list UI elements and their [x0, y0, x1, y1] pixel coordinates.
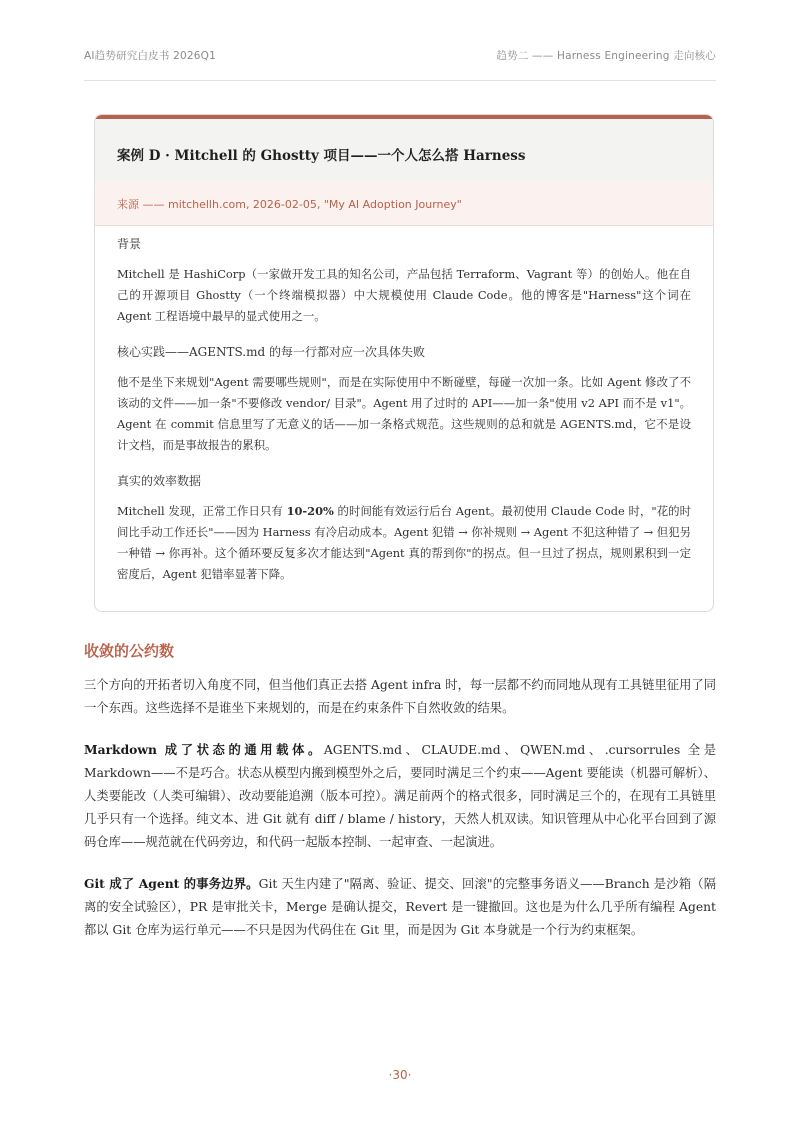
case-heading-efficiency: 真实的效率数据: [117, 474, 202, 488]
header-right-title: 趋势二 —— Harness Engineering 走向核心: [496, 50, 716, 62]
git-lead: Git 成了 Agent 的事务边界。: [84, 876, 259, 891]
case-text-efficiency: [117, 501, 691, 585]
markdown-text: AGENTS.md、CLAUDE.md、QWEN.md、.cursorrules 全是 Markdown——不是巧合。状态从模型内搬到模型外之后，要同时满足三个约束——Agent 要能读（机器可解析）、人类要能改（人类可编辑）、改动要能追溯（版本可控）。满足前两个的格式很多，同时满足三个的，在现有工具链里几乎只有一个选择。纯文本、进 Git 就有 diff / blame / history，天然人机双读。知识管理从中心化平台回到了源码仓库——规范就在代码旁边，和代码一起版本控制、一起审查、一起演进。: [84, 743, 716, 849]
page-number: ·30·: [388, 1068, 412, 1082]
case-body: [117, 235, 691, 601]
efficiency-percent: 10-20%: [286, 504, 334, 518]
git-paragraph: [84, 872, 716, 942]
case-study-box: [94, 114, 714, 612]
case-text-practice: 他不是坐下来规划"Agent 需要哪些规则"，而是在实际使用中不断碰壁，每碰一次加一条。比如 Agent 修改了不该动的文件——加一条"不要修改 vendor/ 目录"。Agent 用了过时的 API——加一条"使用 v2 API 而不是 v1"。Agent 在 commit 信息里写了无意义的话——加一条格式规范。这些规则的总和就是 AGENTS.md，它不是设计文档，而是事故报告的累积。: [117, 375, 691, 452]
main-content: [84, 674, 716, 960]
case-source-bar: [95, 181, 713, 226]
markdown-paragraph: [84, 738, 716, 854]
case-title-bar: [95, 119, 713, 182]
case-heading-background: 背景: [117, 237, 142, 251]
efficiency-text-after: 的时间能有效运行后台 Agent。最初使用 Claude Code 时，"花的时间比手动工作还长"——因为 Harness 有冷启动成本。Agent 犯错 → 你补规则 → Agent 不犯这种错了 → 但犯另一种错 → 你再补。这个循环要反复多次才能达到"Agent 真的帮到你"的拐点。但一旦过了拐点，规则累积到一定密度后，Agent 犯错率显著下降。: [117, 504, 692, 581]
markdown-lead: Markdown 成了状态的通用载体。: [84, 742, 324, 757]
case-text-background: Mitchell 是 HashiCorp（一家做开发工具的知名公司，产品包括 Terraform、Vagrant 等）的创始人。他在自己的开源项目 Ghostty（一个终端模拟器）中大规模使用 Claude Code。他的博客是"Harness"这个词在 Agent 工程语境中最早的显式使用之一。: [117, 267, 691, 323]
intro-paragraph: 三个方向的开拓者切入角度不同，但当他们真正去搭 Agent infra 时，每一层都不约而同地从现有工具链里征用了同一个东西。这些选择不是谁坐下来规划的，而是在约束条件下自然收敛的结果。: [84, 678, 716, 715]
page-header: [84, 48, 716, 63]
section-title: 收敛的公约数: [84, 642, 175, 660]
header-left-title: AI趋势研究白皮书 2026Q1: [84, 50, 216, 62]
case-title: 案例 D · Mitchell 的 Ghostty 项目——一个人怎么搭 Harness: [117, 148, 526, 164]
efficiency-text-before: Mitchell 发现，正常工作日只有: [117, 504, 287, 518]
git-text: Git 天生内建了"隔离、验证、提交、回滚"的完整事务语义——Branch 是沙箱（隔离的安全试验区），PR 是审批关卡，Merge 是确认提交，Revert 是一键撤回。这也是为什么几乎所有编程 Agent 都以 Git 仓库为运行单元——不只是因为代码住在 Git 里，而是因为 Git 本身就是一个行为约束框架。: [84, 877, 716, 937]
case-heading-practice: 核心实践——AGENTS.md 的每一行都对应一次具体失败: [117, 345, 425, 359]
header-divider: [84, 80, 716, 81]
case-source: 来源 —— mitchellh.com, 2026-02-05, "My AI Adoption Journey": [117, 198, 462, 211]
